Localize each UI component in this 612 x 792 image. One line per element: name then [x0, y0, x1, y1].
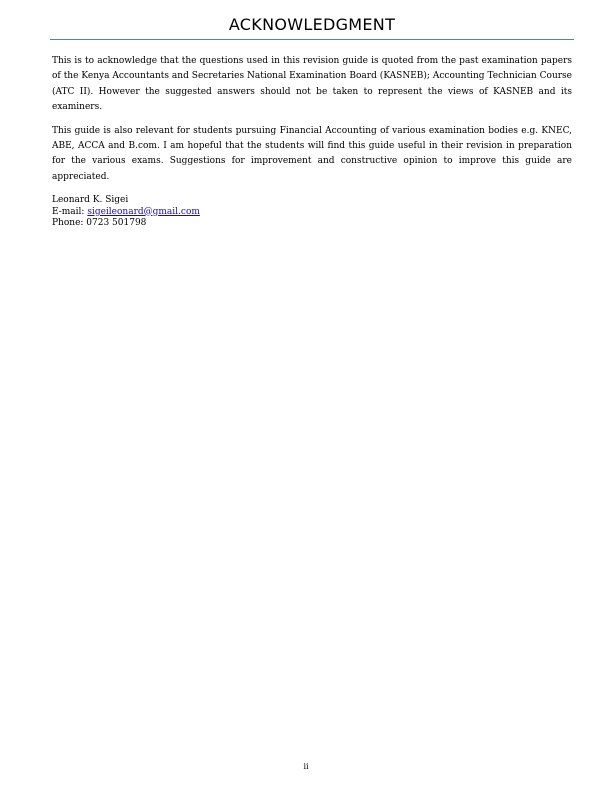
page-title: ACKNOWLEDGMENT: [228, 15, 396, 34]
phone-line: Phone: 0723 501798: [52, 218, 147, 229]
title-underline: [50, 39, 574, 40]
email-label: E-mail:: [52, 206, 88, 217]
author-name: Leonard K. Sigei: [52, 195, 129, 206]
page-number: ii: [303, 762, 309, 771]
body-content: [52, 54, 572, 230]
paragraph-acknowledgement: This is to acknowledge that the questions used in this revision guide is quoted from the past examination papers of the Kenya Accountants and Secretaries National Examination Board (KASNEB); Accounting Technician Course (ATC II). However the suggested answers should not be taken to represent the views of KASNEB and its examiners.: [52, 56, 572, 113]
signature-block: [52, 195, 572, 230]
email-line: [52, 207, 572, 219]
email-link[interactable]: sigeileonard@gmail.com: [87, 206, 200, 217]
paragraph-relevance: This guide is also relevant for students pursuing Financial Accounting of various examination bodies e.g. KNEC, ABE, ACCA and B.com. I am hopeful that the students will find this guide useful in their revision in preparation for the various exams. Suggestions for improvement and constructive opinion to improve this guide are appreciated.: [52, 125, 572, 182]
